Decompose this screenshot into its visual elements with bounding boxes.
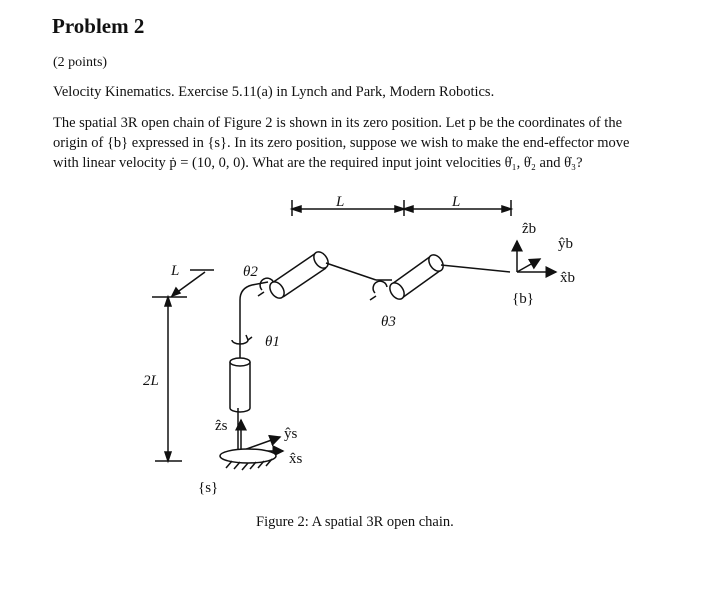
zs-label: ẑs <box>215 418 228 434</box>
xs-label: x̂s <box>289 451 303 467</box>
xb-label: x̂b <box>560 270 575 286</box>
link1-cylinder <box>267 249 331 301</box>
top-L-label-1: L <box>336 194 345 210</box>
top-dimension <box>292 200 511 216</box>
exercise-subtitle: Velocity Kinematics. Exercise 5.11(a) in Lynch and Park, Modern Robotics. <box>53 84 495 100</box>
frame-b-label: {b} <box>512 291 534 307</box>
link2-cylinder <box>387 252 446 302</box>
ys-label: ŷs <box>284 426 298 442</box>
statement-line-3: with linear velocity ṗ = (10, 0, 0). What are the required input joint velocities θ̇₁, θ̇₂ and θ̇₃? <box>53 155 583 171</box>
theta1-label: θ1 <box>265 334 280 350</box>
frame-b-axes <box>517 241 556 272</box>
joint1-cylinder <box>230 358 250 412</box>
figure-caption: Figure 2: A spatial 3R open chain. <box>256 514 454 530</box>
statement-line-2: origin of {b} expressed in {s}. In its zero position, suppose we wish to make the end-effector move <box>53 135 630 151</box>
zb-label: ẑb <box>522 221 537 237</box>
frame-s-label: {s} <box>198 480 219 496</box>
statement-line-1: The spatial 3R open chain of Figure 2 is shown in its zero position. Let p be the coordinates of the <box>53 115 623 131</box>
theta2-label: θ2 <box>243 264 258 280</box>
left-L-dimension <box>152 270 214 297</box>
ground-base <box>220 449 276 470</box>
problem-title: Problem 2 <box>52 14 145 38</box>
points-label: (2 points) <box>53 55 108 70</box>
theta1-rotation-symbol <box>232 335 252 344</box>
yb-label: ŷb <box>558 236 573 252</box>
frame-s-axes <box>241 420 283 451</box>
theta3-rotation-symbol <box>370 281 387 300</box>
top-L-label-2: L <box>452 194 461 210</box>
vertical-2L-dimension <box>155 297 182 461</box>
theta3-label: θ3 <box>381 314 396 330</box>
left-L-label: L <box>171 263 180 279</box>
2L-label: 2L <box>143 373 159 389</box>
